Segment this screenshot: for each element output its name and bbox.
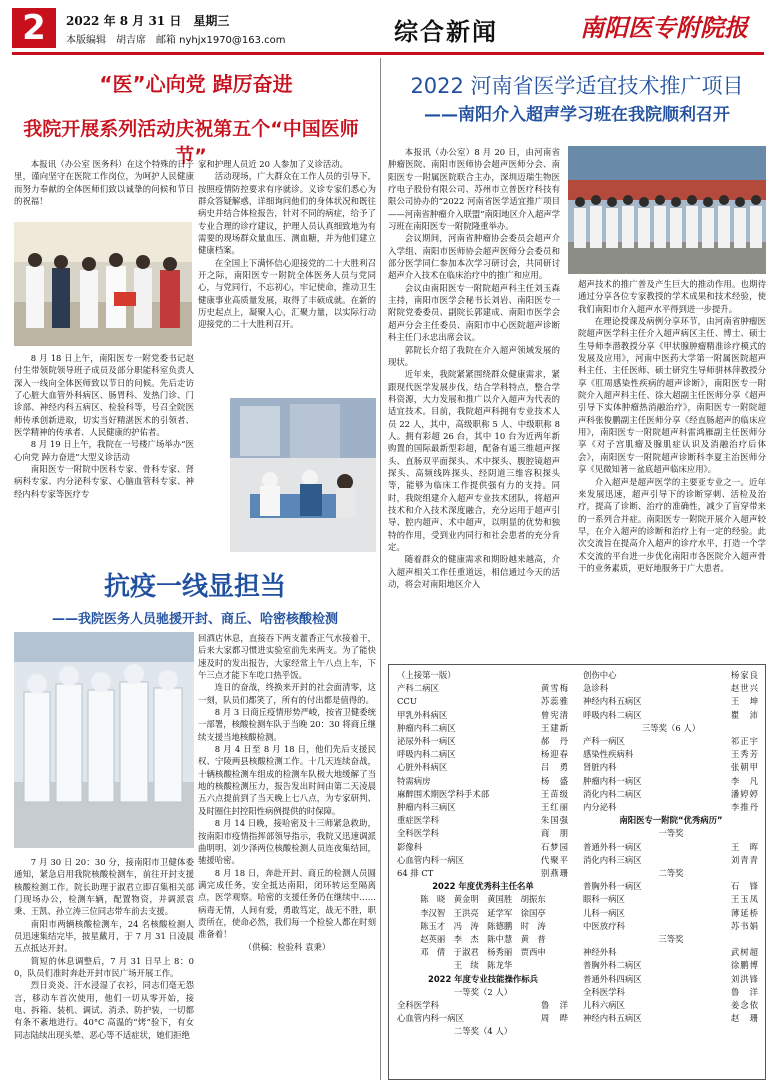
honor-row [583,695,759,708]
article1-p4: 家和护理人员近 20 人参加了义诊活动。 [198,159,348,169]
honor-person: 石 锋 [730,881,759,892]
honor-person: 石梦园 [540,841,569,852]
honor-department: 儿科一病区 [583,907,625,918]
header-rule [12,52,764,55]
honor-line: 李汉智 王洪亮 延学军 徐国亭 [420,907,546,918]
honor-row [397,1025,569,1038]
honor-person: 苏书娟 [730,920,759,931]
honor-person: 李推丹 [730,802,759,813]
honor-row [583,999,759,1012]
honor-row [397,959,569,972]
honor-department: 影像科 [397,841,423,852]
honor-person: 瞿 沛 [730,709,759,720]
honor-row [583,973,759,986]
honor-row [397,999,569,1012]
article1-lead: 本报讯（办公室 医务科）在这个特殊的日子里，谨向坚守在医院工作岗位，为呵护人民健康而努力奉献的全体医师们致以诚挚的问候和节日的祝福！ [14,159,194,207]
honor-list-box [388,664,766,1080]
column-divider [380,58,381,1080]
honor-row [583,761,759,774]
honor-person: 祁正宇 [730,736,759,747]
honor-list-right [583,669,759,1025]
article2-p2: 会议期间，河南省肿瘤协会委员会超声介入学组、南阳市医师协会超声医师分会委员和部分医学同仁参加本次学习研讨会，共同研讨超声介入技术在临床治疗中的推广和应用。 [388,233,560,281]
article2-subtitle: ——南阳介入超声学习班在我院顺利召开 [424,105,730,125]
honor-row [397,880,569,893]
honor-heading: 南阳医专一附院“优秀病历” [619,815,723,826]
honor-row [583,946,759,959]
honor-department: 特需病房 [397,775,431,786]
honor-row [583,669,759,682]
article2-p6: 随着群众的健康需求和期盼越来越高，介入超声相关工作任重道远，相信通过今天的活动，将会对南阳地区介入 [388,554,560,590]
article3-p3: 简短的休息调整后，7 月 31 日早上 8：00，队员们准时奔赴开封市民广场开展工作。 [14,955,194,979]
article3-subtitle: ——我院医务人员驰援开封、商丘、哈密核酸检测 [51,612,338,627]
honor-person: 杨家良 [730,670,759,680]
honor-row [397,867,569,880]
honor-person: 别燕珊 [540,868,569,879]
honor-row [397,946,569,959]
honor-department: 全科医学科 [583,986,625,997]
honor-department: 普胸外科一病区 [583,881,642,892]
honor-department: 重症医学科 [397,815,439,826]
honor-row [397,775,569,788]
article3-p6: 连日的奋战，终换来开封的社会面清零，这一刻，队员们都笑了，所有的付出都是值得的。 [198,682,376,705]
honor-person: 黄雪梅 [540,683,569,694]
honor-person: 李 凡 [730,775,759,786]
honor-person: 张朝甲 [730,762,759,773]
honor-line: 赵英丽 李 杰 陈中慧 黄 普 [420,934,546,945]
honor-person: 王红丽 [540,802,569,813]
honor-person: 杨迎春 [540,749,569,760]
honor-person: 薄延桥 [730,907,759,918]
honor-line: 陈玉才 冯 涛 陈德鹏 时 涛 [420,920,546,931]
newspaper-logo: 南阳医专附院报 [580,13,748,42]
honor-list-left [397,669,569,1039]
article2-p8: 在理论授课及病例分享环节，由河南省肿瘤医院超声医学科主任介入超声病区主任、博士、硕士生导师李潜教授分享《甲状腺肿瘤精准诊疗模式的发展及应用》，河南中医药大学第一附属医院超声科主任、主任医师、硕士研究生导师骈林萍教授分享《肛周感染性疾病的超声诊断》，南阳医专一附院介入超声科主任、徐大超副主任医师分享《超声引导下实体肿瘤热消融治疗》，南阳医专一附院超声科张俊鹏副主任医师分享《经直肠超声的临床应用》，南阳医专一附院超声科雷鸿雁副主任医师分享《对子宫肌瘤及腺肌症认识及消融治疗后体会》，南阳医专一附院超声诊断科李夏主治医师分享《见微知著－盆底超声临床应用》。 [578,316,766,475]
honor-department: 麻醉围术期医学科手术部 [397,788,490,799]
honor-line: 三等奖（6 人） [641,722,701,733]
honor-line: 一等奖（2 人） [453,986,513,997]
honor-person: 杨 盛 [540,775,569,786]
article3-p1: 7 月 30 日 20：30 分，接南阳市卫健体委通知，紧急启用我院核酸检测车，前往开封支援核酸检测工作。院长助理于淑君立即召集相关部门现场办公，检测车辆，配置物资，并调派袁秉、王凯、孙立涛三位同志带车前去支援。 [14,857,194,917]
honor-row [397,933,569,946]
honor-person: 吕 勇 [540,762,569,773]
honor-department: 肿瘤内科一病区 [583,775,642,786]
issue-date: 2022 年 8 月 31 日 星期三 [66,14,230,28]
honor-line: 三等奖 [658,934,684,945]
honor-row [397,709,569,722]
honor-person: 鲁 洋 [730,986,759,997]
honor-row [583,893,759,906]
honor-department: 64 排 CT [397,868,434,879]
honor-department: 内分泌科 [583,802,617,813]
honor-department: 心血管内科一病区 [397,1013,464,1024]
honor-row [583,854,759,867]
honor-line: 陈 晓 黄金明 黄国胜 胡振东 [420,894,546,905]
honor-row [397,827,569,840]
honor-department: 眼科一病区 [583,894,625,905]
photo-free-clinic [230,398,376,552]
article3-p5: 回酒店休息，直接吞下两支藿香正气水接着干，后来大家都习惯进实验室前先来两支。为了能快速及时的发出报告，大家经常上午八点上车，下午三点才能下车吃口热乎饭。 [198,633,376,681]
honor-row [397,920,569,933]
article3-title: 抗疫一线显担当 [103,572,286,602]
article1-col1b [14,352,194,500]
honor-heading: 2022 年度优秀科主任名单 [432,881,534,892]
honor-row [583,722,759,735]
honor-row [397,695,569,708]
article3-p4: 烈日炎炎、汗水浸湿了衣衫，同志们毫无怨言，移动车首次使用，他们一切从零开始，接电、拆箱、装机、调试、消杀、防护装，一切都有条不紊地进行。40°C 高温的“烤”验下，有女同志陆续出现头晕、恶心等不适症状，她们拒绝 [14,980,194,1040]
honor-department: 全科医学科 [397,828,439,839]
honor-row [397,814,569,827]
honor-person: 周 晔 [540,1013,569,1024]
honor-line: （上接第一版） [397,670,456,680]
honor-person: 王 晖 [730,841,759,852]
honor-row [397,973,569,986]
article1-p2: 8 月 19 日上午，我院在一号楼广场举办“医心向党 踔力奋进”大型义诊活动 [14,439,194,462]
article1-p5: 活动现场，广大群众在工作人员的引导下，按照疫情防控要求有序就诊。义诊专家们悉心为群众答疑解惑，详细询问他们的身体状况和既往病史并结合体检报告，针对不同的病症，给予了专业合理的诊疗建议，护理人员认真细致地为有需要的现场群众量血压、测血糖，并为他们建立健康档案。 [198,171,376,256]
honor-line: 二等奖（4 人） [453,1026,513,1037]
honor-row [397,841,569,854]
article1-col2 [198,158,376,331]
honor-department: 甲乳外科病区 [397,709,448,720]
honor-row [583,709,759,722]
honor-department: 消化内科三病区 [583,854,642,865]
honor-table [397,669,569,1039]
honor-person: 王玉凤 [730,894,759,905]
honor-department: 全科医学科 [397,1000,439,1011]
article1-p1: 8 月 18 日上午，南阳医专一附党委书记赵付生带领院领导班子成员及部分职能科室负责人深入一线向全体医师致以节日的问候。先后走访了心脏大血管外科病区、肠胃科、发热门诊、门诊部、神经内科五病区、检验科等，号召全院医师传承创新进取，切实当好精湛医术的引领者、医学精神的传承者、人民健康的护佑者。 [14,353,194,438]
article2-p1: 本报讯（办公室）8 月 20 日，由河南省肿瘤医院、南阳市医师协会超声医师分会、南阳医专一附属医院联合主办，深圳迈瑞生物医疗电子股份有限公司、苏州市立普医疗科技有限公司协办的“2022 河南省医学适宜推广项目——河南省肿瘤介入联盟”南阳地区介入超声学习班在南阳医专一附院隆重举办。 [388,147,560,232]
honor-row [397,669,569,682]
article2-col2 [578,278,766,574]
editor-line: 本版编辑 胡吉席 邮箱 nyhjx1970@163.com [66,35,286,46]
honor-department: 消化内科二病区 [583,788,642,799]
honor-line: 二等奖 [658,868,684,879]
honor-department: 肿瘤内科二病区 [397,722,456,733]
honor-line: 王 续 陈龙华 [453,960,513,971]
honor-row [583,841,759,854]
article3-col1 [14,856,194,1041]
honor-person: 王 坤 [730,696,759,707]
article2-p7: 超声技术的推广普及产生巨大的推动作用。也期待通过分享各位专家教授的学术成果和技术经验，使我们南阳市介入超声水平得到进一步提升。 [578,279,766,314]
honor-department: 创伤中心 [583,670,617,680]
article3-p8: 8 月 4 日至 8 月 18 日，他们先后支援民权、宁陵两县核酸检测工作。十几天连续奋战，十辆核酸检测车组成的检测车队极大地缓解了当地的核酸检测压力，报告发出时间由第二天凌晨五六点提前到了当天晚上七八点，为专家研判、及时圈住封控阳性病例提供的时保障。 [198,744,376,816]
honor-department: 泌尿外科一病区 [397,736,456,747]
honor-person: 曾宪清 [540,709,569,720]
honor-row [397,1012,569,1025]
article3-col2 [198,632,376,953]
honor-department: 心脏外科病区 [397,762,448,773]
honor-person: 刘青青 [730,854,759,865]
honor-row [397,893,569,906]
honor-department: CCU [397,696,417,707]
honor-row [583,788,759,801]
honor-row [583,959,759,972]
honor-row [397,748,569,761]
honor-department: 肾脏内科 [583,762,617,773]
honor-row [397,682,569,695]
honor-person: 商 朋 [540,828,569,839]
honor-person: 潘婷婷 [730,788,759,799]
honor-row [583,827,759,840]
honor-row [397,907,569,920]
honor-person: 赵世兴 [730,683,759,694]
article1-subtitle: 我院开展系列活动庆祝第五个“中国医师节” [23,118,359,167]
article2-title: 2022 河南省医学适宜技术推广项目 [410,74,744,98]
page-number: 2 [12,8,56,48]
honor-row [583,775,759,788]
honor-row [397,986,569,999]
photo-doctors-visit [14,222,192,346]
honor-department: 普通外科四病区 [583,973,642,984]
honor-person: 武树超 [730,947,759,958]
honor-row [583,933,759,946]
honor-row [583,801,759,814]
honor-department: 感染性疾病科 [583,749,634,760]
honor-row [397,854,569,867]
article3-p7: 8 月 3 日商丘疫情形势严峻，按省卫健委统一部署，核酸检测车队于当晚 20：30 将商丘继续支援当地核酸检测。 [198,707,376,742]
article1-p6: 在全国上下满怀信心迎接党的二十大胜利召开之际，南阳医专一附院全体医务人员与党同心，与党同行，不忘初心，牢记使命，推动卫生健康事业高质量发展，取得了丰硕成就。在新的历史起点上，凝聚人心，汇聚力量，以实际行动迎接党的二十大胜利召开。 [198,257,376,330]
article2-col1 [388,146,560,590]
article3-p9: 8 月 14 日晚，接哈密及十三师紧急救助，按南阳市疫情指挥部领导指示，我院又迅速调派曲明明、刘少泽两位核酸检测人员连夜集结回，驰援哈密。 [198,818,376,866]
honor-department: 呼吸内科二病区 [397,749,456,760]
honor-line: 一等奖 [658,828,684,839]
honor-department: 普通外科一病区 [583,841,642,852]
article1-title: “医”心向党 踔厉奋进 [99,72,293,96]
honor-row [583,907,759,920]
honor-department: 心血管内科一病区 [397,854,464,865]
honor-person: 王秀芳 [730,749,759,760]
honor-row [397,735,569,748]
honor-person: 王苗级 [540,788,569,799]
honor-person: 徐鹏博 [730,960,759,971]
article1-col1a [14,158,194,207]
section-title: 综合新闻 [394,18,498,46]
article3-byline: （供稿：检验科 袁秉） [243,941,331,952]
honor-department: 急诊科 [583,683,609,694]
honor-row [583,814,759,827]
honor-department: 中医放疗科 [583,920,625,931]
honor-row [583,920,759,933]
article3-p2: 南阳市两辆核酸检测车，24 名核酸检测人员迅速集结完毕，披星戴月，于 7 月 31 日凌晨五点抵达开封。 [14,918,194,954]
honor-row [583,682,759,695]
honor-person: 郝 丹 [540,736,569,747]
article3-p10: 8 月 18 日，奔赴开封、商丘的检测人员圆满完成任务，安全抵达南阳，闭环转运至隔离点，医学观察。哈密的支援任务仍在继续中……病毒无情，人间有爱，勇敢笃定，战无不胜，职责所在，使命必然，我们每一个检验人都在时刻准备着！ [198,867,376,940]
honor-row [583,880,759,893]
photo-ultrasound-training-group [568,146,766,274]
honor-department: 肿瘤内科三病区 [397,802,456,813]
honor-row [583,867,759,880]
honor-department: 呼吸内科二病区 [583,709,642,720]
honor-line: 邓 倩 于淑君 杨秀丽 贾西申 [420,947,546,958]
article2-p4: 郭院长介绍了我院在介入超声领域发展的现状。 [388,344,560,367]
honor-row [583,1012,759,1025]
article2-p9: 介入超声是超声医学的主要亚专业之一。近年来发展迅速，超声引导下的诊断穿刺、活检及治疗，提高了诊断、治疗的准确性，减少了盲穿带来的一系列合并症。南阳医专一附院开展介入超声较早，在介入超声的诊断和治疗上有一定的经验。此次交流旨在提高介入超声的诊疗水平，打造一个学术交流的平台进一步优化南阳市各医院介入超声骨干的业务素质，更好地服务于广大患者。 [578,476,766,573]
honor-department: 普胸外科二病区 [583,960,642,971]
honor-department: 产科二病区 [397,683,439,694]
honor-table [583,669,759,1025]
honor-person: 姜念依 [730,1000,759,1011]
article2-p3: 会议由南阳医专一附院超声科主任刘玉森主持，南阳市医学会秘书长刘岩、南阳医专一附院党委委员、副院长郭建成、南阳市医学会超声分会主任委员、南阳市中心医院超声诊断科主任门永忠出席会议。 [388,282,560,343]
honor-row [397,761,569,774]
photo-nucleic-acid-team [14,632,194,848]
honor-person: 王建新 [540,722,569,733]
honor-person: 赵 珊 [730,1013,759,1024]
honor-person: 苏蕊雅 [540,696,569,707]
honor-person: 鲁 洋 [540,1000,569,1011]
honor-row [583,748,759,761]
honor-row [583,986,759,999]
article2-p5: 近年来，我院紧紧围绕群众健康需求，紧跟现代医学发展步伐，结合学科特点，整合学科资源，大力发展和推广以介入超声为代表的适宜技术。目前，我院超声科拥有专业技术人员 22 人，其中，高级职称 5 人、中级职称 8 人。拥有彩超 26 台，其中 10 台为近两年新购置的国际最新型彩超，配备有遥三维超声探头、直肠双平面探头、术中探头、腹腔镜超声探头、高频线阵探头、经阴道三维容积探头等，能够为临床工作提供强有力的支持。同时，我院组建介入超声专业技术团队，将超声技术和介入技术深度融合，充分运用于超声引导、腔内超声、术中超声，以明显的优势和独特的作用，受到业内同行和社会患者的充分肯定。 [388,369,560,552]
honor-person: 代聚平 [540,854,569,865]
honor-department: 儿科六病区 [583,1000,625,1011]
honor-row [397,788,569,801]
honor-department: 产科一病区 [583,736,625,747]
honor-heading: 2022 年度专业技能操作标兵 [428,973,538,984]
honor-department: 神经内科五病区 [583,1013,642,1024]
honor-department: 神经内科五病区 [583,696,642,707]
honor-row [583,735,759,748]
honor-person: 朱国强 [540,815,569,826]
honor-department: 神经外科 [583,947,617,958]
honor-row [397,722,569,735]
honor-row [397,801,569,814]
honor-person: 刘洪锋 [730,973,759,984]
article1-p3: 南阳医专一附院中医科专家、骨科专家、肾病科专家、内分泌科专家、心脑血管科专家、神经内科专家等医疗专 [14,464,194,499]
